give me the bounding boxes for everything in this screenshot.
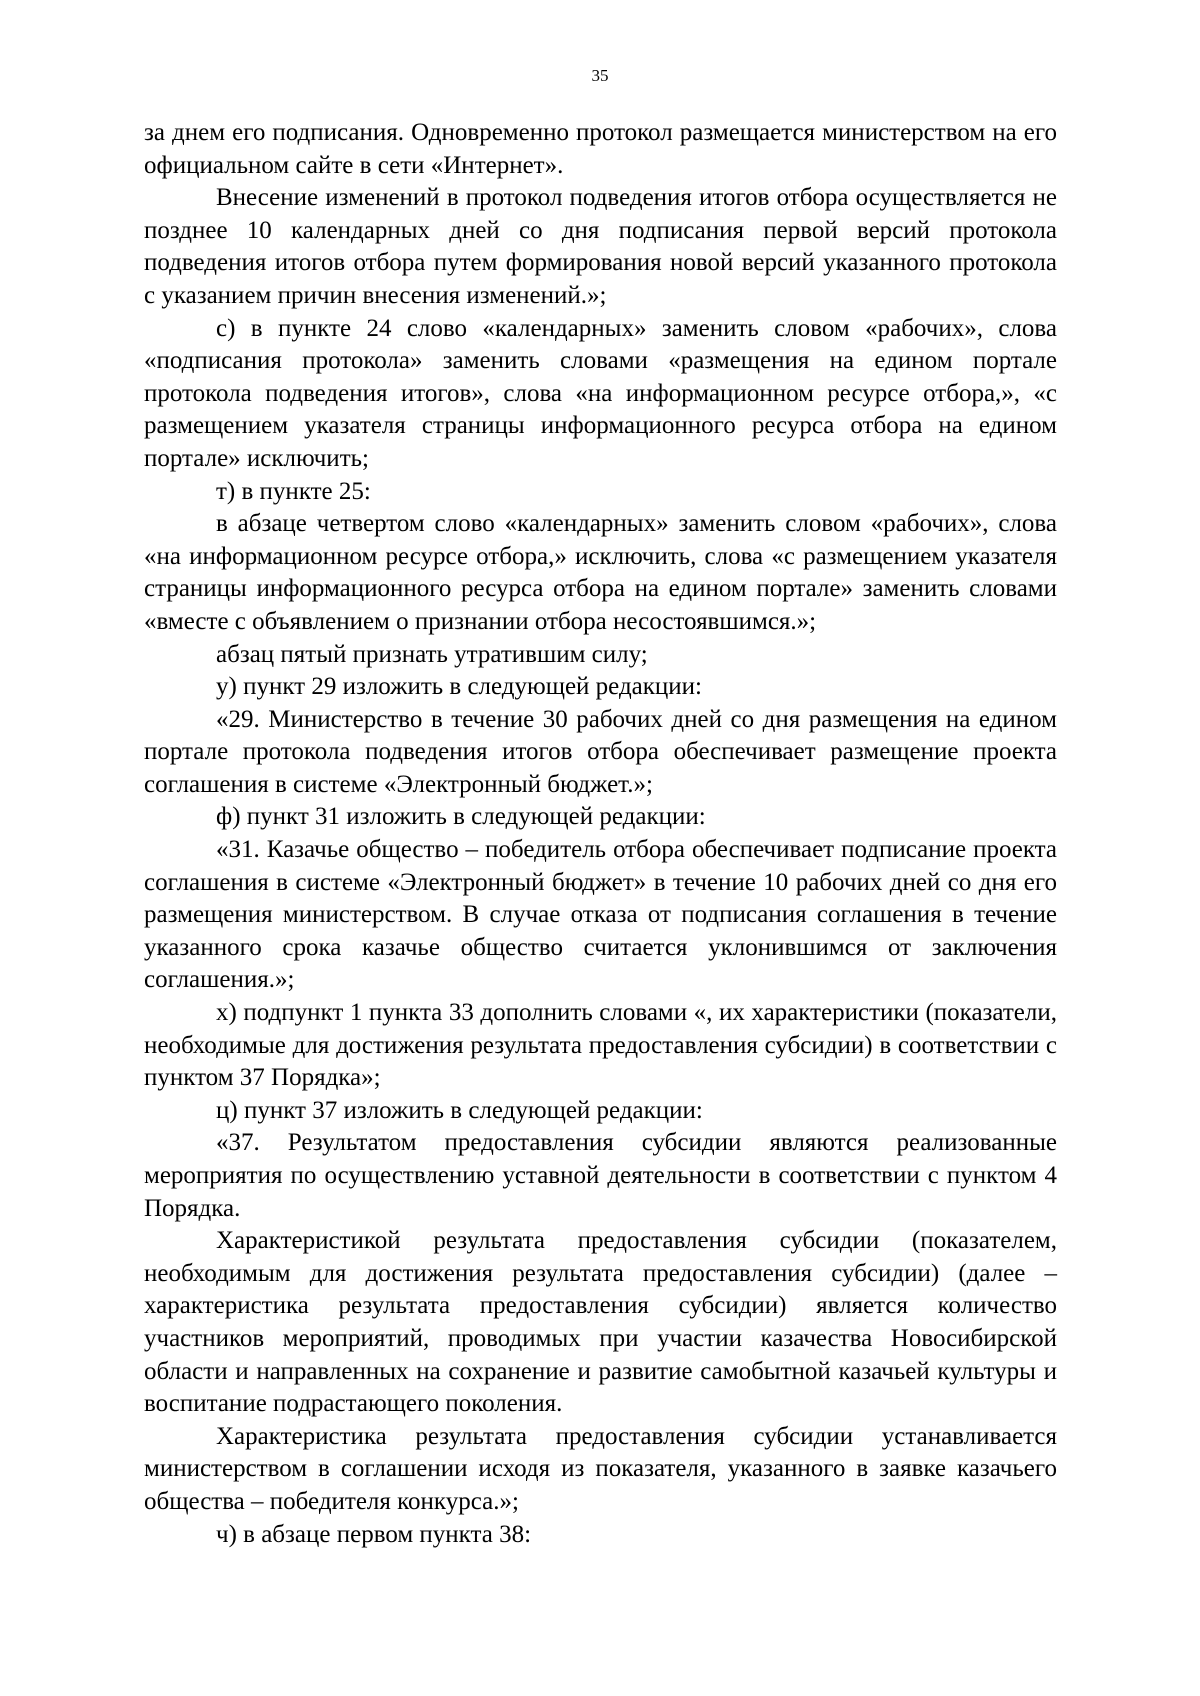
document-body [144,117,1057,1551]
paragraph: за днем его подписания. Одновременно протокол размещается министерством на его официальном сайте в сети «Интернет». [144,119,1057,179]
paragraph: х) подпункт 1 пункта 33 дополнить словами «, их характеристики (показатели, необходимые для достижения результата предоставления субсидии) в соответствии с пунктом 37 Порядка»; [144,999,1057,1092]
paragraph: Характеристикой результата предоставления субсидии (показателем, необходимым для достижения результата предоставления субсидии) (далее – характеристика результата предоставления субсидии) является количество участников мероприятий, проводимых при участии казачества Новосибирской области и направленных на сохранение и развитие самобытной казачьей культуры и воспитание подрастающего поколения. [144,1227,1057,1418]
paragraph: т) в пункте 25: [216,477,371,505]
paragraph: в абзаце четвертом слово «календарных» заменить словом «рабочих», слова «на информационном ресурсе отбора,» исключить, слова «с размещением указателя страницы информационного ресурса отбора на едином портале» заменить словами «вместе с объявлением о признании отбора несостоявшимся.»; [144,510,1057,635]
paragraph: абзац пятый признать утратившим силу; [216,640,648,668]
paragraph: с) в пункте 24 слово «календарных» заменить словом «рабочих», слова «подписания протокола» заменить словами «размещения на едином портале протокола подведения итогов», слова «на информационном ресурсе отбора,», «с размещением указателя страницы информационного ресурса отбора на едином портале» исключить; [144,314,1057,472]
paragraph: Внесение изменений в протокол подведения итогов отбора осуществляется не позднее 10 календарных дней со дня подписания первой версий протокола подведения итогов отбора путем формирования новой версий указанного протокола с указанием причин внесения изменений.»; [144,184,1057,309]
paragraph: «37. Результатом предоставления субсидии являются реализованные мероприятия по осуществлению уставной деятельности в соответствии с пунктом 4 Порядка. [144,1129,1057,1222]
paragraph: «29. Министерство в течение 30 рабочих дней со дня размещения на едином портале протокола подведения итогов отбора обеспечивает размещение проекта соглашения в системе «Электронный бюджет.»; [144,705,1057,798]
paragraph: у) пункт 29 изложить в следующей редакции: [216,673,702,701]
page-number: 35 [591,66,609,85]
paragraph: ч) в абзаце первом пункта 38: [216,1520,532,1548]
paragraph: «31. Казачье общество – победитель отбора обеспечивает подписание проекта соглашения в системе «Электронный бюджет» в течение 10 рабочих дней со дня его размещения министерством. В случае отказа от подписания соглашения в течение указанного срока казачье общество считается уклонившимся от заключения соглашения.»; [144,836,1057,994]
paragraph: ф) пункт 31 изложить в следующей редакции: [216,803,706,831]
paragraph: Характеристика результата предоставления субсидии устанавливается министерством в соглашении исходя из показателя, указанного в заявке казачьего общества – победителя конкурса.»; [144,1422,1057,1515]
paragraph: ц) пункт 37 изложить в следующей редакции: [216,1096,703,1124]
